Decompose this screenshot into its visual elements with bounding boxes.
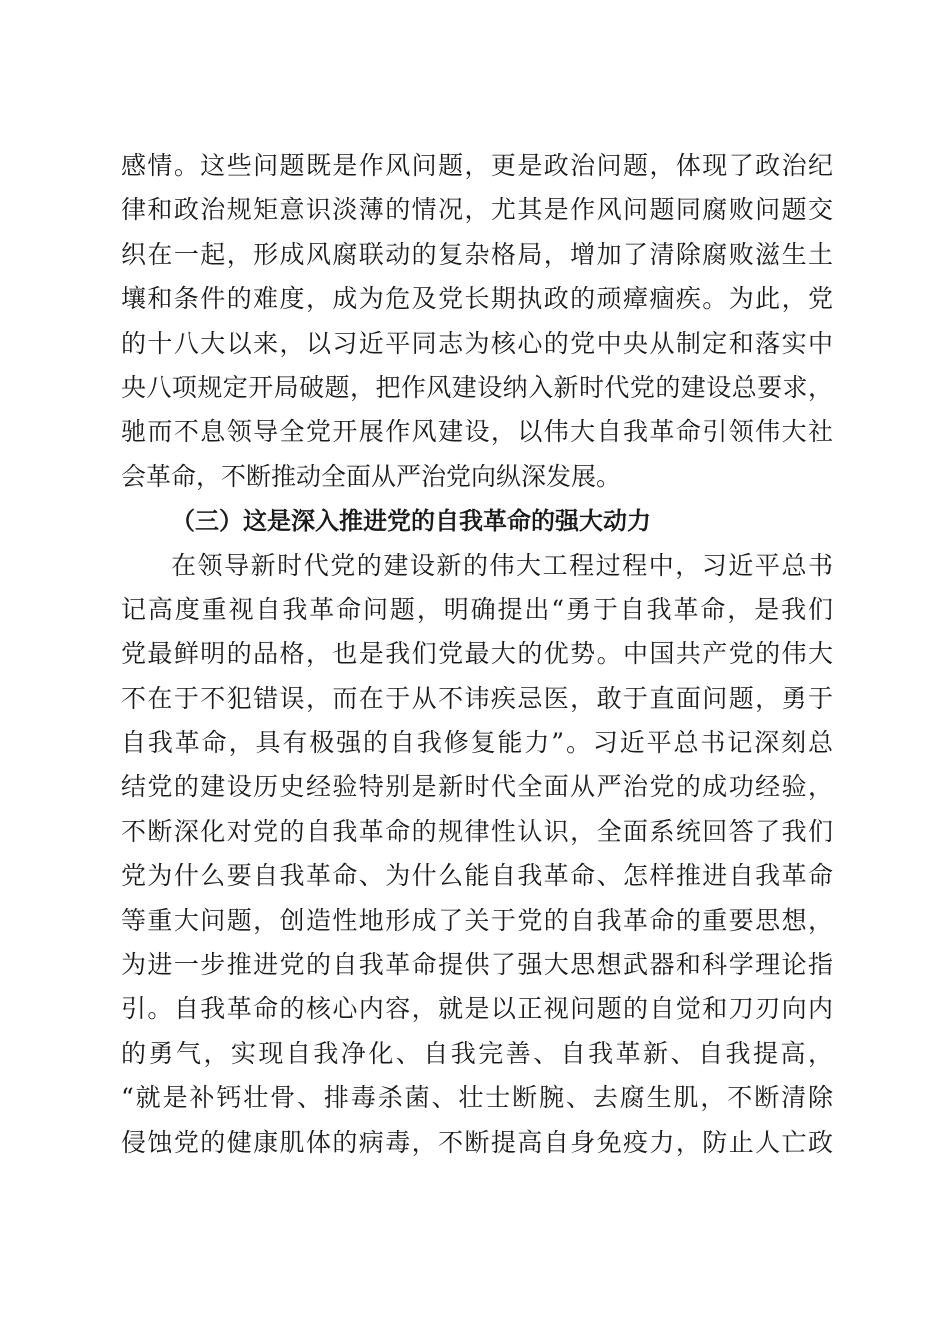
paragraph-line: 会革命，不断推动全面从严治党向纵深发展。 <box>121 461 622 491</box>
paragraph-line: 在领导新时代党的建设新的伟大工程过程中，习近平总书 <box>171 550 833 580</box>
paragraph-line: 壤和条件的难度，成为危及党长期执政的顽瘴痼疾。为此，党 <box>121 284 833 314</box>
paragraph-line: 不在于不犯错误，而在于从不讳疾忌医，敢于直面问题，勇于 <box>121 683 833 713</box>
paragraph-line: 引。自我革命的核心内容，就是以正视问题的自觉和刀刃向内 <box>121 994 833 1024</box>
paragraph-line: 的十八大以来，以习近平同志为核心的党中央从制定和落实中 <box>121 328 833 358</box>
paragraph-line: 党最鲜明的品格，也是我们党最大的优势。中国共产党的伟大 <box>121 639 833 669</box>
paragraph-line: 记高度重视自我革命问题，明确提出“勇于自我革命，是我们 <box>121 594 833 624</box>
paragraph-line: 等重大问题，创造性地形成了关于党的自我革命的重要思想， <box>121 905 833 935</box>
paragraph-line: 的勇气，实现自我净化、自我完善、自我革新、自我提高， <box>121 1038 833 1068</box>
section-heading: （三）这是深入推进党的自我革命的强大动力 <box>171 507 651 536</box>
paragraph-line: “就是补钙壮骨、排毒杀菌、壮士断腕、去腐生肌，不断清除 <box>121 1083 833 1113</box>
paragraph-line: 感情。这些问题既是作风问题，更是政治问题，体现了政治纪 <box>121 151 833 180</box>
paragraph-line: 不断深化对党的自我革命的规律性认识，全面系统回答了我们 <box>121 816 833 846</box>
paragraph-line: 织在一起，形成风腐联动的复杂格局，增加了清除腐败滋生土 <box>121 239 833 269</box>
paragraph-line: 为进一步推进党的自我革命提供了强大思想武器和科学理论指 <box>121 950 833 980</box>
paragraph-line: 驰而不息领导全党开展作风建设，以伟大自我革命引领伟大社 <box>121 417 833 447</box>
paragraph-line: 央八项规定开局破题，把作风建设纳入新时代党的建设总要求， <box>121 372 833 402</box>
paragraph-line: 结党的建设历史经验特别是新时代全面从严治党的成功经验， <box>121 772 833 802</box>
paragraph-line: 自我革命，具有极强的自我修复能力”。习近平总书记深刻总 <box>121 728 833 758</box>
paragraph-line: 侵蚀党的健康肌体的病毒，不断提高自身免疫力，防止人亡政 <box>121 1127 833 1157</box>
body-text <box>121 144 833 1165</box>
paragraph-line: 律和政治规矩意识淡薄的情况，尤其是作风问题同腐败问题交 <box>121 195 833 225</box>
paragraph-line: 党为什么要自我革命、为什么能自我革命、怎样推进自我革命 <box>121 861 833 891</box>
